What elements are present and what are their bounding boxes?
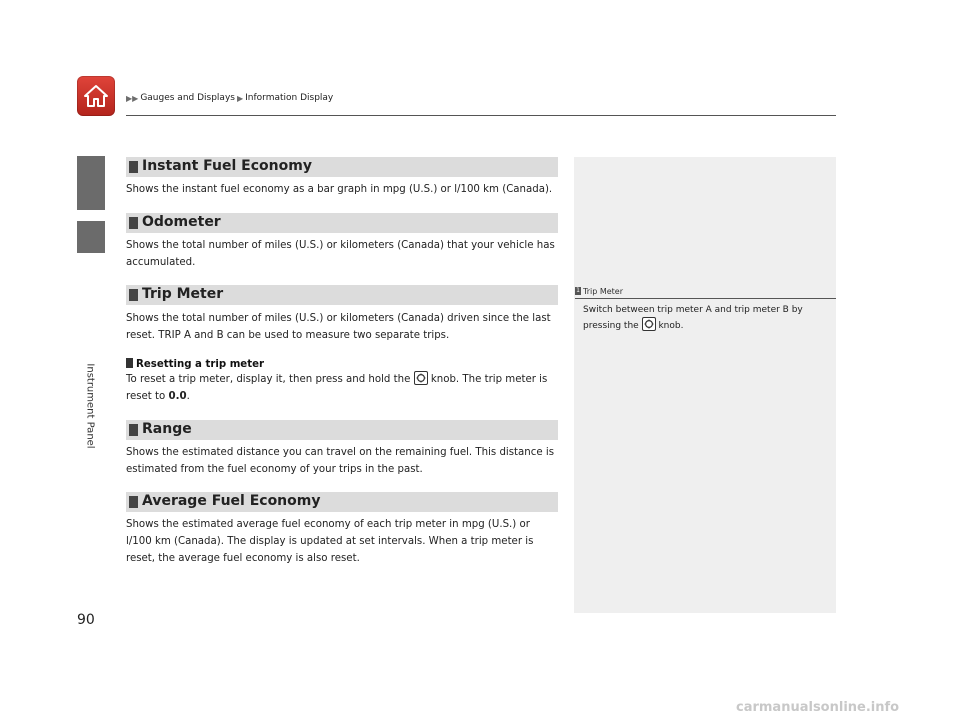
header-rule bbox=[126, 115, 836, 116]
breadcrumb bbox=[126, 93, 333, 103]
note-body: Switch between trip meter A and trip meter B by pressing the knob. bbox=[583, 305, 803, 331]
note-rule bbox=[575, 298, 836, 299]
breadcrumb-arrow-icon: ▶▶ bbox=[126, 93, 139, 103]
section-header-average-fuel-economy: Average Fuel Economy bbox=[126, 492, 558, 512]
resetting-trip-meter-heading: Resetting a trip meter bbox=[126, 358, 264, 370]
reset-value: 0.0 bbox=[168, 391, 187, 402]
section-header-instant-fuel-economy: Instant Fuel Economy bbox=[126, 157, 558, 177]
watermark: carmanualsonline.info bbox=[736, 700, 900, 715]
note-marker: 1 bbox=[576, 287, 580, 294]
section-marker bbox=[129, 217, 138, 229]
instant-fuel-economy-text: Shows the instant fuel economy as a bar graph in mpg (U.S.) or l/100 km (Canada). bbox=[126, 184, 553, 195]
resetting-trip-meter-text: To reset a trip meter, display it, then press and hold the knob. The trip meter is reset to 0.0. bbox=[126, 371, 558, 405]
section-marker bbox=[129, 496, 138, 508]
notes-panel bbox=[574, 157, 836, 613]
section-marker bbox=[129, 424, 138, 436]
selector-knob-icon bbox=[642, 317, 656, 331]
subsection-marker bbox=[126, 358, 133, 368]
chapter-tab-previous[interactable] bbox=[77, 156, 105, 210]
average-fuel-economy-text: Shows the estimated average fuel economy of each trip meter in mpg (U.S.) or l/100 km (Canada). The display is updated at set intervals. When a trip meter is reset, the average fuel economy is also reset. bbox=[126, 519, 534, 564]
section-header-range: Range bbox=[126, 420, 558, 440]
section-marker bbox=[129, 161, 138, 173]
breadcrumb-item-info-display[interactable]: Information Display bbox=[245, 93, 334, 103]
home-button[interactable] bbox=[77, 76, 115, 116]
odometer-text: Shows the total number of miles (U.S.) or kilometers (Canada) that your vehicle has accumulated. bbox=[126, 240, 555, 268]
home-icon bbox=[83, 84, 109, 108]
selector-knob-icon bbox=[414, 371, 428, 385]
page-number: 90 bbox=[77, 612, 95, 628]
range-text: Shows the estimated distance you can travel on the remaining fuel. This distance is estimated from the fuel economy of your trips in the past. bbox=[126, 447, 554, 475]
section-header-trip-meter: Trip Meter bbox=[126, 285, 558, 305]
chapter-label: Instrument Panel bbox=[84, 363, 96, 449]
breadcrumb-item-gauges[interactable]: Gauges and Displays bbox=[140, 93, 235, 103]
breadcrumb-arrow-icon: ▶ bbox=[236, 93, 244, 103]
chapter-tab-current[interactable] bbox=[77, 221, 105, 253]
note-title: 1 Trip Meter bbox=[576, 287, 624, 296]
section-marker bbox=[129, 289, 138, 301]
section-header-odometer: Odometer bbox=[126, 213, 558, 233]
trip-meter-text: Shows the total number of miles (U.S.) or kilometers (Canada) driven since the last reset. TRIP A and B can be used to measure two separate trips. bbox=[126, 313, 551, 341]
